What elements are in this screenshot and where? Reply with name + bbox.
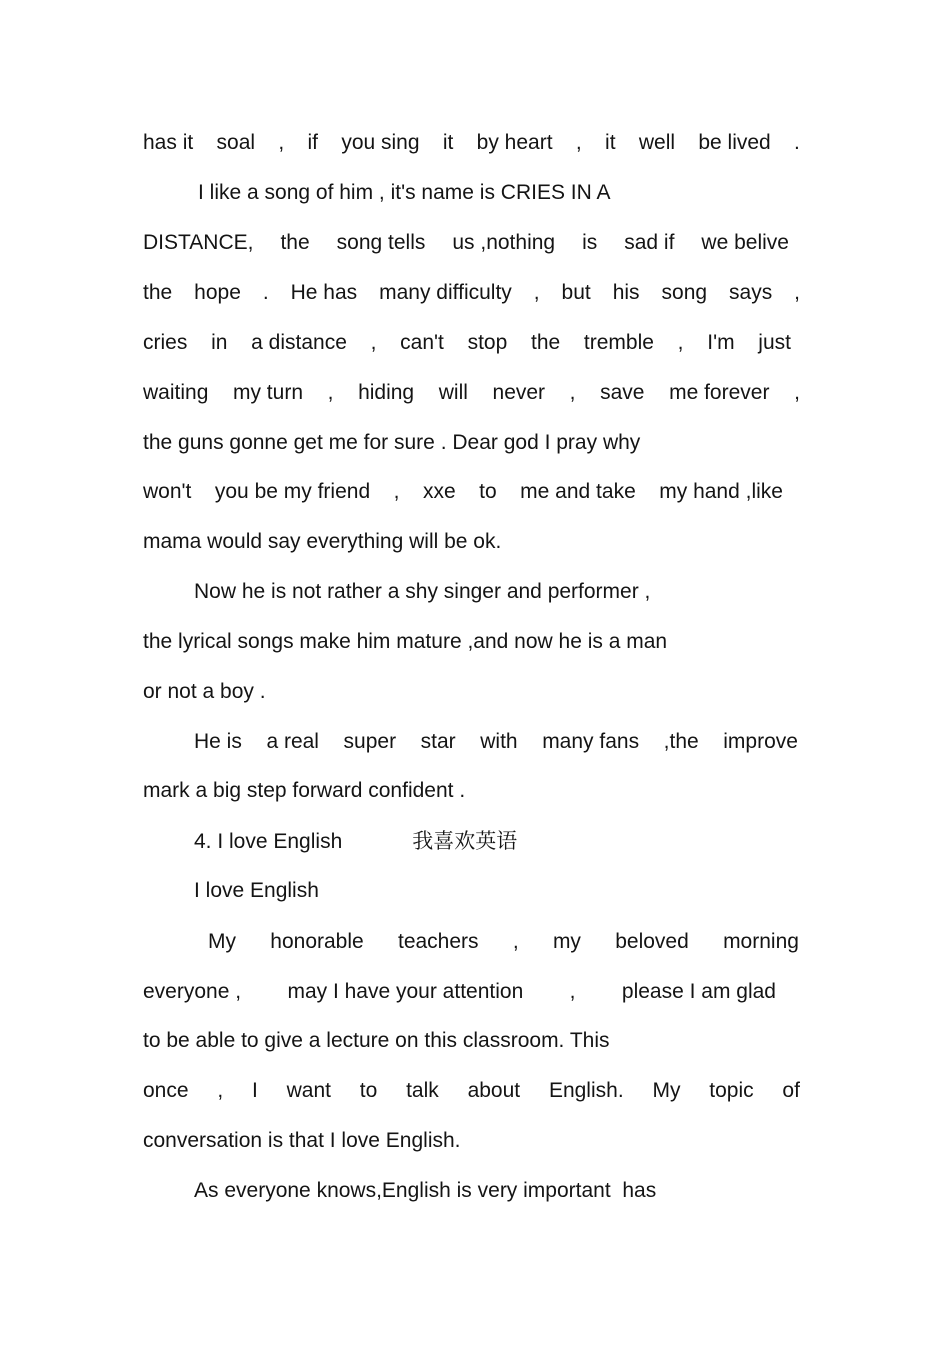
text-word: me forever bbox=[669, 381, 770, 404]
text-line bbox=[143, 1076, 800, 1106]
text-line bbox=[143, 278, 800, 308]
text-word: , bbox=[327, 381, 334, 404]
text-word: the bbox=[280, 231, 310, 254]
text-line: mama would say everything will be ok. bbox=[143, 530, 502, 553]
text-line: the lyrical songs make him mature ,and now he is a man bbox=[143, 630, 668, 653]
text-word: if bbox=[307, 131, 319, 154]
text-word: He is bbox=[194, 730, 242, 753]
text-word: song bbox=[661, 281, 708, 304]
text-word: once bbox=[143, 1079, 189, 1102]
text-word: English. bbox=[548, 1079, 624, 1102]
text-word: well bbox=[638, 131, 676, 154]
text-word: , bbox=[794, 381, 800, 404]
text-word: by heart bbox=[476, 131, 553, 154]
text-word: soal bbox=[216, 131, 256, 154]
text-word: me and take bbox=[520, 480, 636, 503]
text-word: the bbox=[143, 281, 173, 304]
text-word: I'm bbox=[707, 331, 735, 354]
text-word: talk bbox=[406, 1079, 439, 1102]
text-word: star bbox=[420, 730, 456, 753]
text-word: will bbox=[438, 381, 468, 404]
text-word: can't bbox=[400, 331, 444, 354]
text-word: but bbox=[561, 281, 591, 304]
text-line: As everyone knows,English is very important has bbox=[194, 1179, 657, 1202]
text-word: never bbox=[492, 381, 546, 404]
text-word: the bbox=[531, 331, 561, 354]
text-line bbox=[143, 128, 800, 158]
text-word: beloved bbox=[615, 930, 689, 953]
text-word: many difficulty bbox=[379, 281, 512, 304]
text-word: super bbox=[343, 730, 397, 753]
text-word: his bbox=[612, 281, 640, 304]
text-word: morning bbox=[723, 930, 799, 953]
text-word: of bbox=[782, 1079, 800, 1102]
text-word: tremble bbox=[583, 331, 654, 354]
text-word: we belive bbox=[701, 231, 789, 254]
text-word: about bbox=[467, 1079, 521, 1102]
text-word: please I am glad bbox=[621, 980, 776, 1003]
text-word: , bbox=[512, 930, 519, 953]
text-word: won't bbox=[143, 480, 192, 503]
text-word: topic bbox=[709, 1079, 754, 1102]
text-line: to be able to give a lecture on this classroom. This bbox=[143, 1029, 610, 1052]
text-line bbox=[143, 477, 783, 507]
text-word: , bbox=[569, 980, 576, 1003]
text-word: He has bbox=[290, 281, 358, 304]
text-word: be lived bbox=[698, 131, 771, 154]
text-line bbox=[143, 228, 789, 258]
text-word: has it bbox=[143, 131, 194, 154]
text-word: waiting bbox=[143, 381, 209, 404]
text-word: my bbox=[552, 930, 581, 953]
section-heading-en: 4. I love English bbox=[194, 830, 343, 853]
text-word: , bbox=[370, 331, 377, 354]
section-heading bbox=[194, 826, 517, 856]
text-word: I bbox=[251, 1079, 258, 1102]
text-word: it bbox=[605, 131, 616, 154]
essay-title: I love English bbox=[194, 879, 319, 902]
text-line: mark a big step forward confident . bbox=[143, 779, 466, 802]
text-word: it bbox=[442, 131, 454, 154]
text-line bbox=[143, 378, 800, 408]
text-word: xxe bbox=[422, 480, 456, 503]
text-word: hiding bbox=[358, 381, 415, 404]
text-word: save bbox=[600, 381, 645, 404]
text-word: to bbox=[359, 1079, 378, 1102]
text-line bbox=[208, 927, 799, 957]
text-word: you be my friend bbox=[214, 480, 371, 503]
text-word: song tells bbox=[336, 231, 426, 254]
text-word: my hand ,like bbox=[659, 480, 783, 503]
text-line: Now he is not rather a shy singer and performer , bbox=[194, 580, 651, 603]
text-word: . bbox=[262, 281, 269, 304]
text-line bbox=[143, 977, 776, 1007]
text-word: a real bbox=[266, 730, 319, 753]
text-word: many fans bbox=[542, 730, 640, 753]
text-word: says bbox=[729, 281, 773, 304]
text-line bbox=[194, 727, 798, 757]
text-word: improve bbox=[723, 730, 798, 753]
text-word: , bbox=[217, 1079, 224, 1102]
text-word: my turn bbox=[232, 381, 303, 404]
text-word: honorable bbox=[270, 930, 364, 953]
text-word: , bbox=[569, 381, 576, 404]
text-word: , bbox=[393, 480, 400, 503]
text-line bbox=[143, 328, 791, 358]
text-word: want bbox=[286, 1079, 331, 1102]
text-word: to bbox=[479, 480, 497, 503]
text-word: sad if bbox=[624, 231, 675, 254]
text-word: . bbox=[794, 131, 800, 154]
section-heading-cn: 我喜欢英语 bbox=[412, 829, 518, 853]
text-word: , bbox=[278, 131, 285, 154]
text-word: you sing bbox=[341, 131, 420, 154]
text-line: conversation is that I love English. bbox=[143, 1129, 461, 1152]
text-word: , bbox=[533, 281, 540, 304]
text-word: just bbox=[758, 331, 791, 354]
text-word: , bbox=[575, 131, 582, 154]
text-word: everyone , bbox=[143, 980, 242, 1003]
text-word: us ,nothing bbox=[452, 231, 556, 254]
text-word: is bbox=[582, 231, 598, 254]
text-line: the guns gonne get me for sure . Dear god I pray why bbox=[143, 431, 641, 454]
text-word: in bbox=[211, 331, 228, 354]
text-word: My bbox=[208, 930, 236, 953]
text-line: I like a song of him , it's name is CRIES IN A bbox=[198, 181, 611, 204]
text-word: hope bbox=[194, 281, 241, 304]
text-line: or not a boy . bbox=[143, 680, 266, 703]
text-word: stop bbox=[467, 331, 508, 354]
text-word: , bbox=[677, 331, 684, 354]
text-word: ,the bbox=[663, 730, 699, 753]
text-word: with bbox=[480, 730, 518, 753]
text-word: DISTANCE, bbox=[143, 231, 254, 254]
text-word: , bbox=[794, 281, 800, 304]
text-word: cries bbox=[143, 331, 188, 354]
text-word: teachers bbox=[397, 930, 479, 953]
text-word: My bbox=[652, 1079, 681, 1102]
text-word: a distance bbox=[251, 331, 347, 354]
text-word: may I have your attention bbox=[287, 980, 524, 1003]
